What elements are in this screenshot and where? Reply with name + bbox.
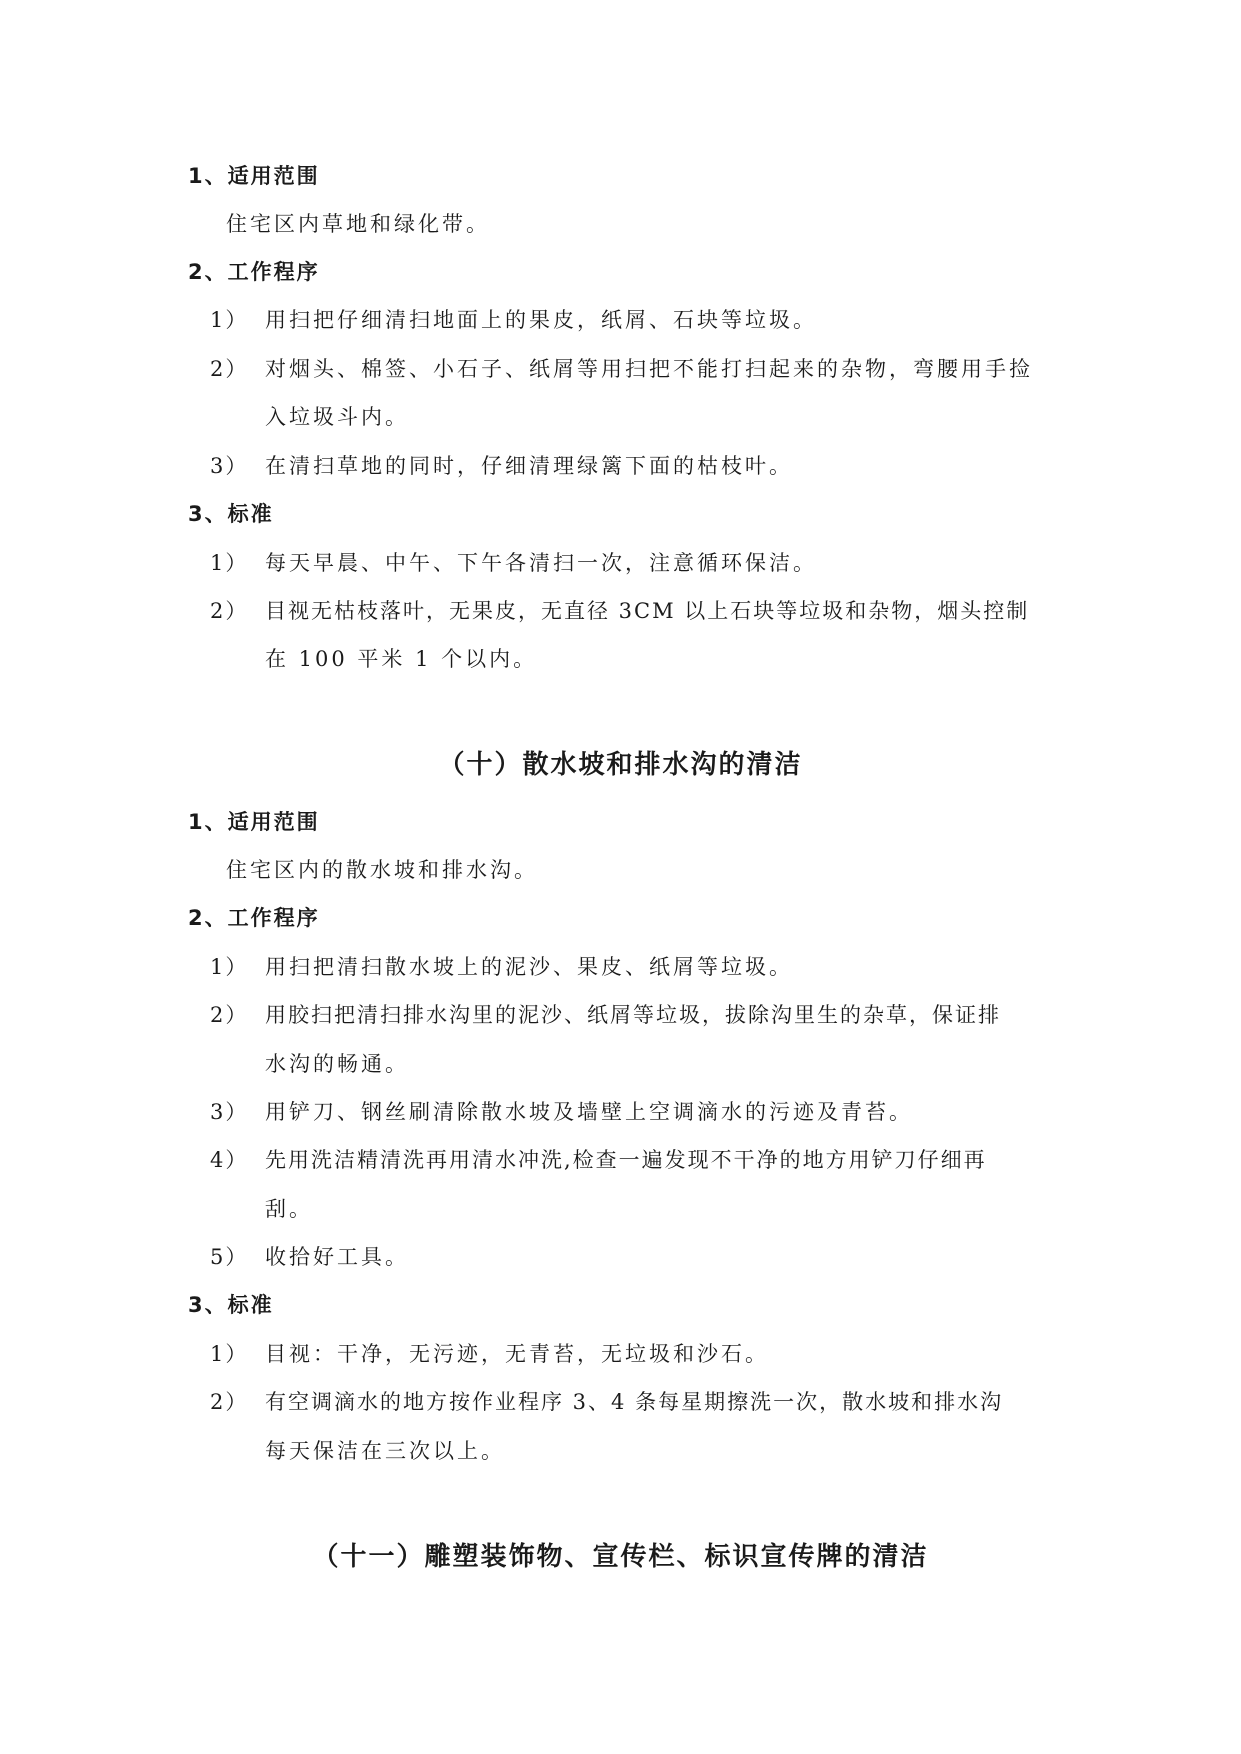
item-number: 2） <box>210 599 249 623</box>
heading-procedure: 2、工作程序 <box>188 906 320 930</box>
item-number: 2） <box>210 1003 249 1027</box>
scope-text: 住宅区内草地和绿化带。 <box>226 212 490 236</box>
heading-scope: 1、适用范围 <box>188 810 320 834</box>
procedure-item-5: 收拾好工具。 <box>265 1245 409 1269</box>
heading-scope: 1、适用范围 <box>188 164 320 188</box>
section-11-title: （十一）雕塑装饰物、宣传栏、标识宣传牌的清洁 <box>312 1542 929 1572</box>
item-number: 5） <box>210 1245 249 1269</box>
procedure-item-3: 用铲刀、钢丝刷清除散水坡及墙壁上空调滴水的污迹及青苔。 <box>265 1100 913 1124</box>
item-number: 3） <box>210 454 249 478</box>
item-number: 3） <box>210 1100 249 1124</box>
item-number: 4） <box>210 1148 249 1172</box>
section-10-title: （十）散水坡和排水沟的清洁 <box>438 750 803 780</box>
standard-item-2-line-1: 有空调滴水的地方按作业程序 3、4 条每星期擦洗一次，散水坡和排水沟 <box>265 1390 1004 1414</box>
item-number: 1） <box>210 955 249 979</box>
procedure-item-1: 用扫把清扫散水坡上的泥沙、果皮、纸屑等垃圾。 <box>265 955 793 979</box>
item-number: 1） <box>210 1342 249 1366</box>
standard-item-1: 目视：干净，无污迹，无青苔，无垃圾和沙石。 <box>265 1342 769 1366</box>
item-number: 1） <box>210 551 249 575</box>
procedure-item-2-line-1: 对烟头、棉签、小石子、纸屑等用扫把不能打扫起来的杂物，弯腰用手捡 <box>265 357 1033 381</box>
procedure-item-2-line-1: 用胶扫把清扫排水沟里的泥沙、纸屑等垃圾，拔除沟里生的杂草，保证排 <box>265 1003 1001 1027</box>
item-number: 2） <box>210 1390 249 1414</box>
item-number: 1） <box>210 308 249 332</box>
standard-item-2-line-2: 每天保洁在三次以上。 <box>265 1439 505 1463</box>
heading-standard: 3、标准 <box>188 502 274 526</box>
item-number: 2） <box>210 357 249 381</box>
procedure-item-2-line-2: 入垃圾斗内。 <box>265 405 409 429</box>
heading-standard: 3、标准 <box>188 1293 274 1317</box>
procedure-item-1: 用扫把仔细清扫地面上的果皮，纸屑、石块等垃圾。 <box>265 308 817 332</box>
procedure-item-4-line-1: 先用洗洁精清洗再用清水冲洗,检查一遍发现不干净的地方用铲刀仔细再 <box>265 1148 987 1172</box>
procedure-item-3: 在清扫草地的同时，仔细清理绿篱下面的枯枝叶。 <box>265 454 793 478</box>
standard-item-2-line-1: 目视无枯枝落叶，无果皮，无直径 3CM 以上石块等垃圾和杂物，烟头控制 <box>265 599 1030 623</box>
procedure-item-4-line-2: 刮。 <box>265 1197 313 1221</box>
scope-text: 住宅区内的散水坡和排水沟。 <box>226 858 538 882</box>
procedure-item-2-line-2: 水沟的畅通。 <box>265 1052 409 1076</box>
standard-item-2-line-2: 在 100 平米 1 个以内。 <box>265 647 538 671</box>
standard-item-1: 每天早晨、中午、下午各清扫一次，注意循环保洁。 <box>265 551 817 575</box>
heading-procedure: 2、工作程序 <box>188 260 320 284</box>
